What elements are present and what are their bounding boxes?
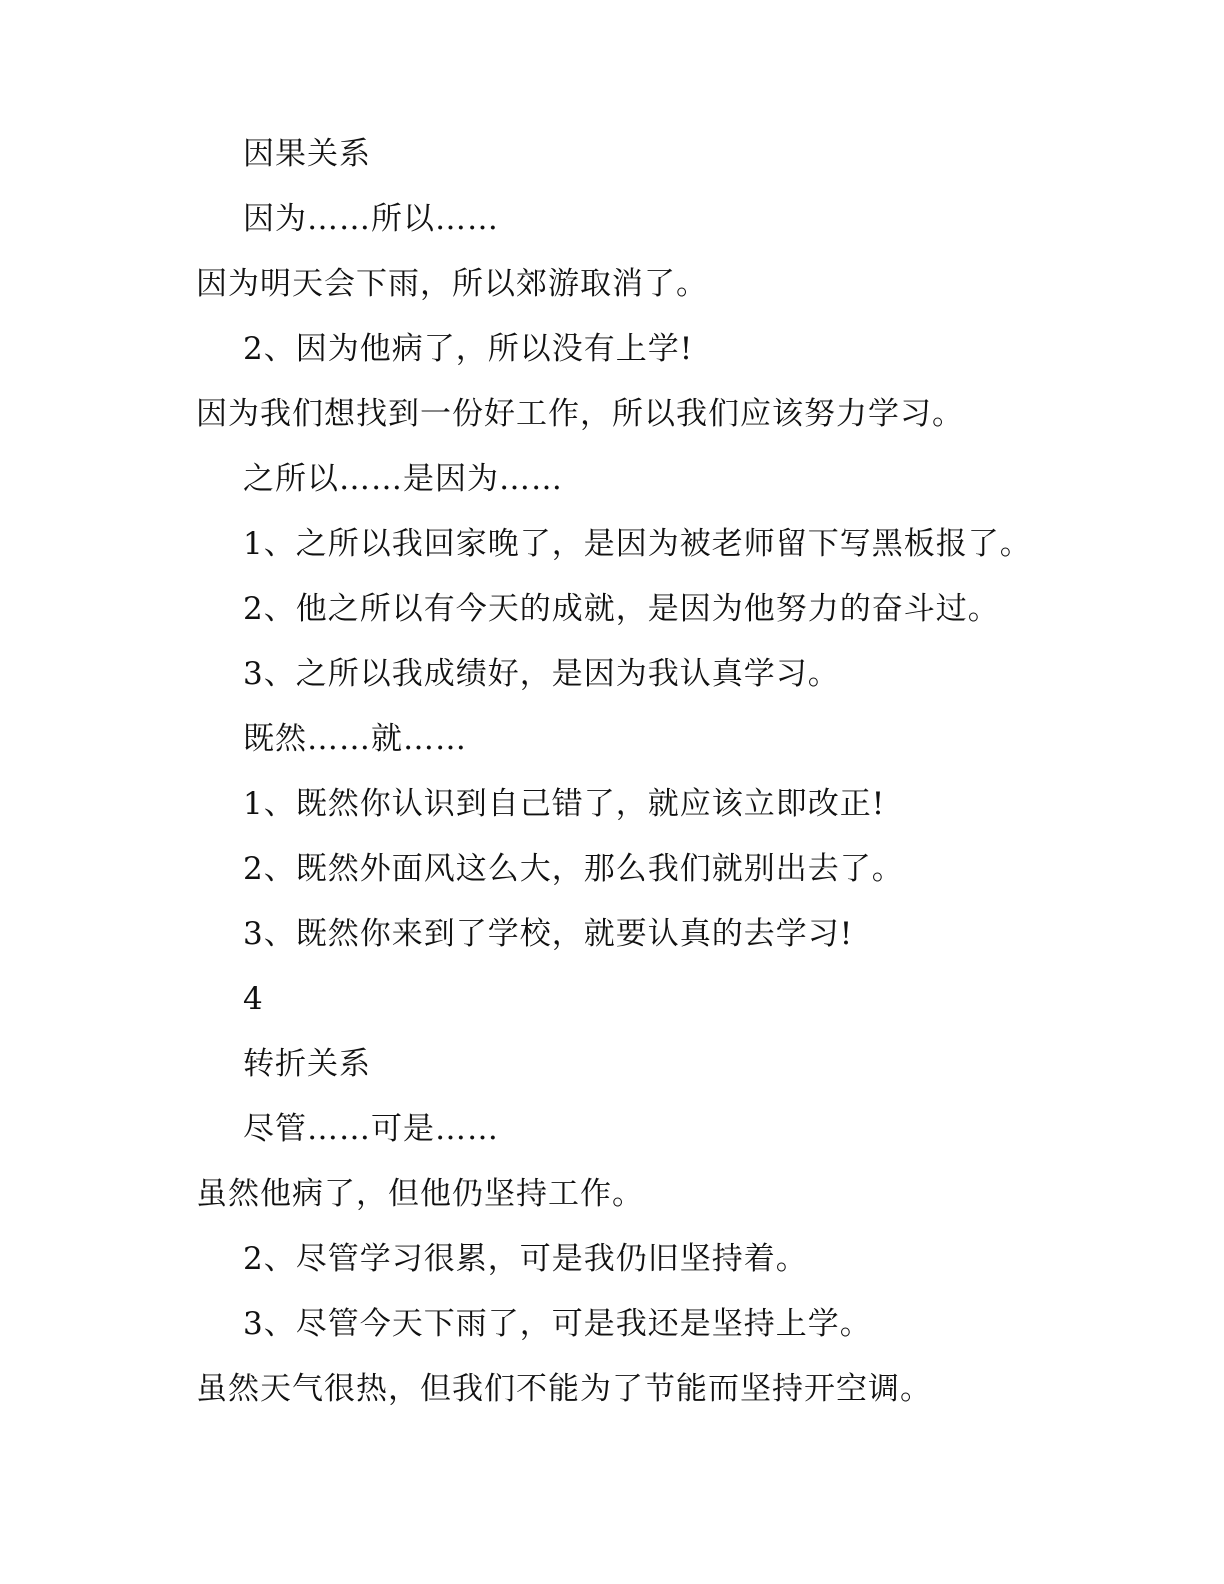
item-number: 4: [243, 981, 264, 1017]
example-sentence: 3、之所以我成绩好，是因为我认真学习。: [243, 656, 840, 692]
section-heading-causal: 因果关系: [243, 136, 371, 172]
pattern-heading: 尽管……可是……: [243, 1111, 499, 1147]
example-sentence: 2、尽管学习很累，可是我仍旧坚持着。: [243, 1241, 808, 1277]
example-sentence: 因为我们想找到一份好工作，所以我们应该努力学习。: [196, 396, 964, 432]
example-sentence: 因为明天会下雨，所以郊游取消了。: [196, 266, 708, 302]
section-heading-contrast: 转折关系: [243, 1046, 371, 1082]
example-sentence: 虽然天气很热，但我们不能为了节能而坚持开空调。: [196, 1371, 932, 1407]
example-sentence: 虽然他病了，但他仍坚持工作。: [196, 1176, 644, 1212]
example-sentence: 1、之所以我回家晚了，是因为被老师留下写黑板报了。: [243, 526, 1032, 562]
example-sentence: 2、既然外面风这么大，那么我们就别出去了。: [243, 851, 904, 887]
pattern-heading: 既然……就……: [243, 721, 467, 757]
example-sentence: 3、既然你来到了学校，就要认真的去学习!: [243, 916, 854, 952]
example-sentence: 2、因为他病了，所以没有上学!: [243, 331, 694, 367]
pattern-heading: 之所以……是因为……: [243, 461, 563, 497]
example-sentence: 3、尽管今天下雨了，可是我还是坚持上学。: [243, 1306, 872, 1342]
example-sentence: 1、既然你认识到自己错了，就应该立即改正!: [243, 786, 886, 822]
example-sentence: 2、他之所以有今天的成就，是因为他努力的奋斗过。: [243, 591, 1000, 627]
pattern-heading: 因为……所以……: [243, 201, 499, 237]
